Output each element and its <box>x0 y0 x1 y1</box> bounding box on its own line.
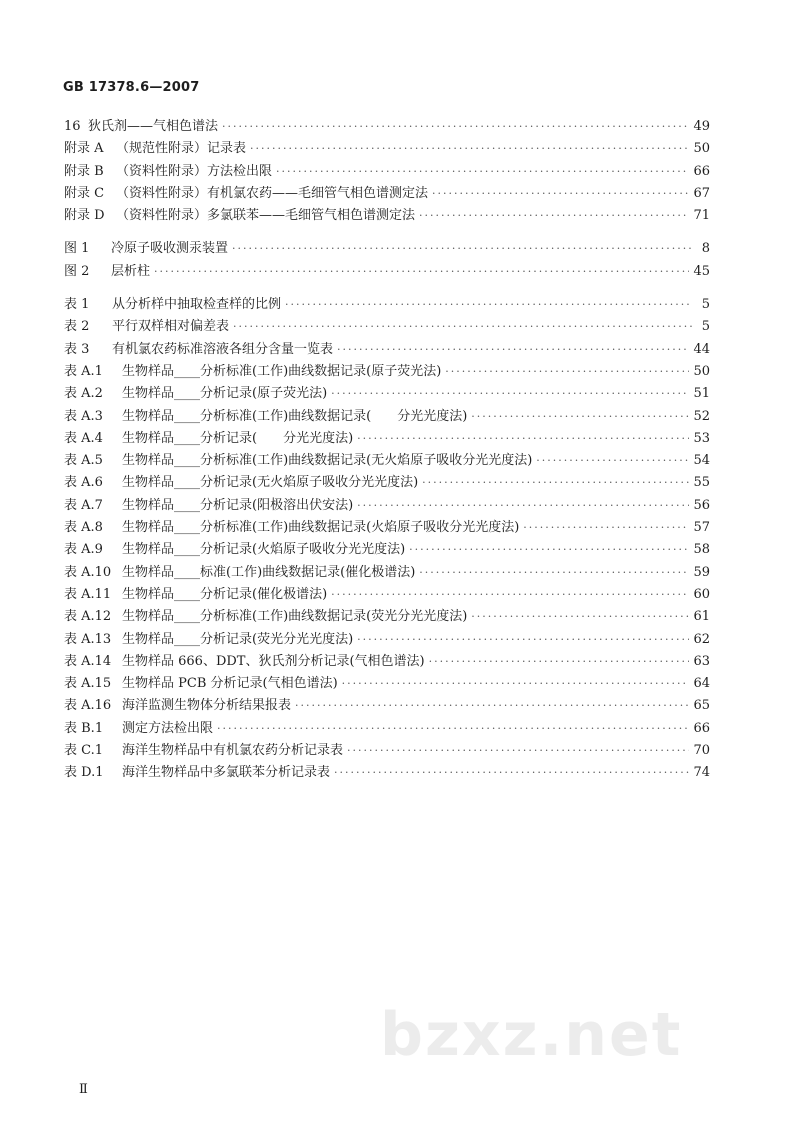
toc-entry-page: 50 <box>693 141 710 157</box>
toc-dot-leader <box>409 539 689 561</box>
toc-entry[interactable] <box>64 584 710 606</box>
toc-sections <box>64 116 710 138</box>
standard-code: GB 17378.6—2007 <box>63 80 200 95</box>
toc-entry-label: 附录 A <box>64 141 104 157</box>
toc-entry[interactable] <box>64 606 710 628</box>
toc-entry-page: 54 <box>693 453 710 469</box>
toc-dot-leader <box>422 472 689 494</box>
toc-entry[interactable] <box>64 651 710 673</box>
toc-entry[interactable] <box>64 695 710 717</box>
toc-entry-page: 71 <box>693 208 710 224</box>
toc-entry[interactable] <box>64 718 710 740</box>
toc-dot-leader <box>342 673 690 695</box>
toc-entry-title: 生物样品____分析标准(工作)曲线数据记录(火焰原子吸收分光光度法) <box>122 520 520 536</box>
toc-entry-page: 50 <box>693 363 710 379</box>
toc-entry-page: 45 <box>693 263 710 279</box>
toc-entry-page: 56 <box>693 497 710 513</box>
toc-entry-page: 5 <box>701 319 710 335</box>
toc-entry-label: 附录 C <box>64 185 105 201</box>
toc-dot-leader <box>357 428 689 450</box>
toc-entry-page: 59 <box>693 564 710 580</box>
toc-entry-title: 生物样品 PCB 分析记录(气相色谱法) <box>122 676 338 692</box>
toc-entry-title: 生物样品____分析记录(无火焰原子吸收分光光度法) <box>122 475 419 491</box>
toc-entry[interactable] <box>64 450 710 472</box>
toc-entry-title: 从分析样中抽取检查样的比例 <box>112 297 282 313</box>
toc-entry-label: 表 A.5 <box>64 453 103 469</box>
toc-entry-label: 表 B.1 <box>64 720 104 736</box>
toc-entry-title: 生物样品____分析记录( 分光光度法) <box>122 430 354 446</box>
toc-entry-title: （资料性附录）有机氯农药——毛细管气相色谱测定法 <box>116 185 429 201</box>
toc-entry[interactable] <box>64 562 710 584</box>
toc-dot-leader <box>295 695 689 717</box>
toc-entry[interactable] <box>64 762 710 784</box>
toc-entry-title: 冷原子吸收测汞装置 <box>111 241 229 257</box>
toc-entry-title: 平行双样相对偏差表 <box>112 319 230 335</box>
toc-entry-label: 表 A.1 <box>64 363 103 379</box>
toc-entry[interactable] <box>64 294 710 316</box>
toc-entry-title: 生物样品 666、DDT、狄氏剂分析记录(气相色谱法) <box>122 653 425 669</box>
toc-entry[interactable] <box>64 472 710 494</box>
toc-entry-page: 60 <box>693 586 710 602</box>
toc-entry-page: 44 <box>693 341 710 357</box>
toc-dot-leader <box>429 651 690 673</box>
toc-dot-leader <box>419 562 689 584</box>
toc-entry-label: 表 A.13 <box>64 631 112 647</box>
toc-entry-label: 附录 B <box>64 163 104 179</box>
toc-entry-label: 表 A.15 <box>64 676 112 692</box>
toc-entry-label: 表 A.4 <box>64 430 103 446</box>
toc-entry-page: 74 <box>693 765 710 781</box>
toc-dot-leader <box>334 762 689 784</box>
toc-entry-label: 表 A.12 <box>64 609 112 625</box>
toc-appendices <box>64 138 710 227</box>
toc-entry-label: 表 A.10 <box>64 564 112 580</box>
toc-entry-title: 生物样品____分析记录(原子荧光法) <box>122 386 328 402</box>
toc-appendix-tables <box>64 361 710 785</box>
toc-entry-page: 8 <box>701 241 710 257</box>
toc-entry-title: 海洋生物样品中有机氯农药分析记录表 <box>122 743 344 759</box>
toc-entry[interactable] <box>64 740 710 762</box>
toc-entry-title: （规范性附录）记录表 <box>116 141 247 157</box>
site-watermark: bzxz.net <box>380 1000 683 1070</box>
toc-entry-title: 海洋监测生物体分析结果报表 <box>122 698 292 714</box>
toc-dot-leader <box>233 316 692 338</box>
page-number-roman: Ⅱ <box>79 1082 88 1097</box>
toc-entry-title: 生物样品____分析标准(工作)曲线数据记录(原子荧光法) <box>122 363 442 379</box>
toc-entry-label: 表 A.14 <box>64 653 112 669</box>
toc-entry-label: 16 <box>64 119 81 134</box>
toc-dot-leader <box>222 116 689 138</box>
toc-entry-label: 表 3 <box>64 341 90 357</box>
toc-entry-label: 表 A.16 <box>64 698 112 714</box>
toc-entry-page: 67 <box>693 185 710 201</box>
toc-entry-title: 生物样品____分析记录(火焰原子吸收分光光度法) <box>122 542 406 558</box>
toc-dot-leader <box>337 339 689 361</box>
toc-dot-leader <box>331 383 689 405</box>
toc-entry-title: 生物样品____分析记录(催化极谱法) <box>122 586 328 602</box>
toc-dot-leader <box>432 183 689 205</box>
toc-entry[interactable] <box>64 183 710 205</box>
toc-entry[interactable] <box>64 138 710 160</box>
toc-entry[interactable] <box>64 205 710 227</box>
toc-entry-page: 49 <box>693 119 710 134</box>
toc-entry-page: 58 <box>693 542 710 558</box>
toc-entry[interactable] <box>64 116 710 138</box>
toc-dot-leader <box>419 205 689 227</box>
toc-dot-leader <box>471 406 689 428</box>
toc-dot-leader <box>357 629 689 651</box>
toc-dot-leader <box>276 161 689 183</box>
toc-entry[interactable] <box>64 361 710 383</box>
toc-entry-title: 生物样品____分析标准(工作)曲线数据记录( 分光光度法) <box>122 408 468 424</box>
toc-entry-page: 70 <box>693 743 710 759</box>
toc-entry-label: 表 1 <box>64 297 90 313</box>
toc-entry-page: 63 <box>693 653 710 669</box>
toc-entry-page: 53 <box>693 430 710 446</box>
toc-dot-leader <box>331 584 689 606</box>
toc-entry-title: 生物样品____分析记录(荧光分光光度法) <box>122 631 354 647</box>
toc-entry[interactable] <box>64 406 710 428</box>
toc-entry[interactable] <box>64 316 710 338</box>
toc-entry-title: 层析柱 <box>111 263 151 279</box>
toc-entry[interactable] <box>64 629 710 651</box>
toc-dot-leader <box>250 138 689 160</box>
toc-entry-title: 有机氯农药标准溶液各组分含量一览表 <box>112 341 334 357</box>
toc-entry[interactable] <box>64 539 710 561</box>
toc-entry-label: 表 C.1 <box>64 743 104 759</box>
toc-dot-leader <box>347 740 689 762</box>
toc-dot-leader <box>285 294 692 316</box>
toc-entry-label: 表 2 <box>64 319 90 335</box>
toc-entry-label: 表 A.11 <box>64 586 112 602</box>
toc-entry-page: 55 <box>693 475 710 491</box>
toc-entry-title: 生物样品____分析标准(工作)曲线数据记录(无火焰原子吸收分光光度法) <box>122 453 533 469</box>
toc-figures <box>64 238 710 283</box>
toc-entry-label: 表 A.7 <box>64 497 103 513</box>
toc-entry-page: 66 <box>693 163 710 179</box>
toc-entry-page: 5 <box>701 297 710 313</box>
toc-entry[interactable] <box>64 673 710 695</box>
toc-entry-page: 57 <box>693 520 710 536</box>
toc-entry-label: 表 A.8 <box>64 520 103 536</box>
toc-dot-leader <box>445 361 689 383</box>
toc-entry[interactable] <box>64 428 710 450</box>
toc-entry-label: 图 2 <box>64 263 90 279</box>
toc-entry-title: 海洋生物样品中多氯联苯分析记录表 <box>122 765 331 781</box>
toc-entry-title: （资料性附录）多氯联苯——毛细管气相色谱测定法 <box>116 208 416 224</box>
toc-entry[interactable] <box>64 161 710 183</box>
toc-entry[interactable] <box>64 261 710 283</box>
toc-entry-label: 附录 D <box>64 208 105 224</box>
toc-entry-label: 图 1 <box>64 241 90 257</box>
toc-entry-title: 生物样品____标准(工作)曲线数据记录(催化极谱法) <box>122 564 416 580</box>
toc-entry-label: 表 A.3 <box>64 408 103 424</box>
toc-entry[interactable] <box>64 495 710 517</box>
toc-dot-leader <box>523 517 689 539</box>
table-of-contents <box>64 116 710 796</box>
toc-entry[interactable] <box>64 383 710 405</box>
toc-entry-page: 66 <box>693 720 710 736</box>
toc-entry-title: 狄氏剂——气相色谱法 <box>88 119 219 134</box>
toc-entry-page: 51 <box>693 386 710 402</box>
toc-entry[interactable] <box>64 517 710 539</box>
toc-entry-page: 62 <box>693 631 710 647</box>
toc-dot-leader <box>217 718 689 740</box>
toc-entry-label: 表 A.2 <box>64 386 103 402</box>
toc-tables <box>64 294 710 361</box>
toc-entry-page: 64 <box>693 676 710 692</box>
toc-entry-title: 生物样品____分析标准(工作)曲线数据记录(荧光分光光度法) <box>122 609 468 625</box>
toc-entry-label: 表 A.6 <box>64 475 103 491</box>
toc-dot-leader <box>232 238 692 260</box>
toc-entry-title: 生物样品____分析记录(阳极溶出伏安法) <box>122 497 354 513</box>
toc-entry[interactable] <box>64 238 710 260</box>
toc-entry-page: 61 <box>693 609 710 625</box>
toc-dot-leader <box>471 606 689 628</box>
toc-entry-page: 52 <box>693 408 710 424</box>
toc-entry-title: （资料性附录）方法检出限 <box>116 163 273 179</box>
toc-dot-leader <box>357 495 689 517</box>
toc-entry[interactable] <box>64 339 710 361</box>
toc-entry-label: 表 A.9 <box>64 542 103 558</box>
toc-entry-page: 65 <box>693 698 710 714</box>
toc-entry-title: 测定方法检出限 <box>122 720 214 736</box>
toc-dot-leader <box>536 450 689 472</box>
toc-entry-label: 表 D.1 <box>64 765 104 781</box>
toc-dot-leader <box>154 261 689 283</box>
